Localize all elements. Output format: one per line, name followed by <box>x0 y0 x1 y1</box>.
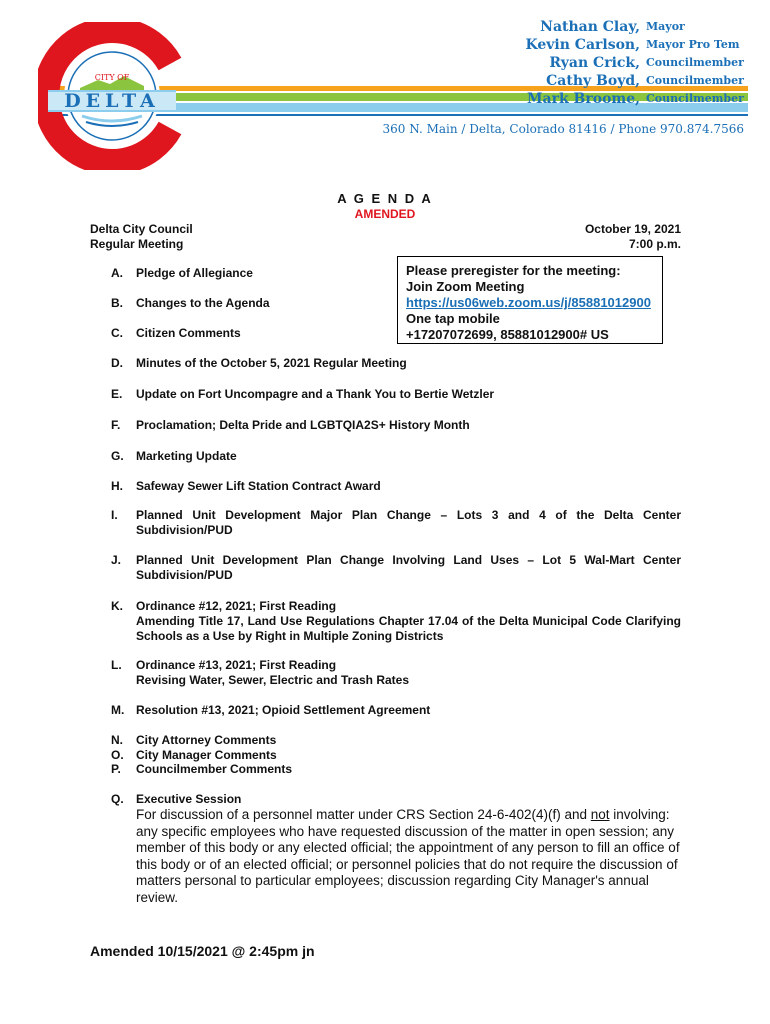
council-member-title: Councilmember <box>646 56 744 69</box>
item-letter: O. <box>111 748 124 762</box>
agenda-item-g <box>111 449 681 464</box>
agenda-item-a <box>111 266 381 281</box>
city-logo <box>38 22 186 170</box>
item-letter: D. <box>111 356 123 370</box>
item-text: City Attorney Comments <box>136 733 277 747</box>
council-member-name: Kevin Carlson, <box>525 37 640 53</box>
exec-desc-after: involving: any specific employees who have requested discussion of the matter in open session; any member of this body or any elected official; the appointment of any person to fill an office of this body or of an elected official; or personnel policies that do not require the discussion of matters personal to particular employees; discussion regarding City Manager's annual review. <box>136 807 680 905</box>
executive-session-description <box>136 807 681 906</box>
zoom-info-box <box>397 256 663 344</box>
council-member <box>520 18 760 36</box>
agenda-item-h <box>111 479 681 494</box>
zoom-meeting-link[interactable]: https://us06web.zoom.us/j/85881012900 <box>406 295 651 310</box>
zoom-phone: +17207072699, 85881012900# US <box>406 327 609 342</box>
agenda-item-f <box>111 418 681 433</box>
item-text: Proclamation; Delta Pride and LGBTQIA2S+ History Month <box>136 418 470 432</box>
item-subtext: Amending Title 17, Land Use Regulations Chapter 17.04 of the Delta Municipal Code Clarifying Schools as a Use by Right in Multiple Zoning Districts <box>136 614 681 643</box>
item-text: Planned Unit Development Major Plan Change – Lots 3 and 4 of the Delta Center Subdivision/PUD <box>136 508 681 537</box>
council-member-list <box>520 18 760 108</box>
item-letter: Q. <box>111 792 124 806</box>
item-letter: G. <box>111 449 124 463</box>
agenda-item-b <box>111 296 381 311</box>
agenda-item-n <box>111 733 681 748</box>
agenda-item-q <box>111 792 681 906</box>
item-letter: M. <box>111 703 125 717</box>
meeting-time: 7:00 p.m. <box>628 237 681 251</box>
item-letter: A. <box>111 266 123 280</box>
item-text: Marketing Update <box>136 449 237 463</box>
meeting-type: Regular Meeting <box>90 237 184 251</box>
item-letter: C. <box>111 326 123 340</box>
meeting-date: October 19, 2021 <box>584 222 681 236</box>
council-member-name: Ryan Crick, <box>549 55 640 71</box>
agenda-item-c <box>111 326 381 341</box>
agenda-item-m <box>111 703 681 718</box>
zoom-join: Join Zoom Meeting <box>406 279 525 294</box>
zoom-one-tap: One tap mobile <box>406 311 500 326</box>
logo-name: DELTA <box>64 90 160 112</box>
council-member-name: Nathan Clay, <box>540 19 640 35</box>
item-letter: L. <box>111 658 122 672</box>
agenda-item-j <box>111 553 681 583</box>
item-letter: P. <box>111 762 121 776</box>
zoom-preregister: Please preregister for the meeting: <box>406 263 621 278</box>
council-member-title: Mayor Pro Tem <box>646 38 740 51</box>
amended-note: Amended 10/15/2021 @ 2:45pm jn <box>90 943 315 959</box>
council-member-title: Councilmember <box>646 74 744 87</box>
city-address: 360 N. Main / Delta, Colorado 81416 / Phone 970.874.7566 <box>382 122 744 136</box>
item-text: Planned Unit Development Plan Change Involving Land Uses – Lot 5 Wal-Mart Center Subdivision/PUD <box>136 553 681 582</box>
item-text: Safeway Sewer Lift Station Contract Award <box>136 479 381 493</box>
agenda-item-d <box>111 356 681 371</box>
item-letter: I. <box>111 508 118 522</box>
council-member <box>520 36 760 54</box>
item-text: Ordinance #12, 2021; First Reading <box>136 599 337 613</box>
agenda-item-i <box>111 508 681 538</box>
item-letter: H. <box>111 479 123 493</box>
agenda-item-p <box>111 762 681 777</box>
item-text: Councilmember Comments <box>136 762 293 776</box>
item-text: Update on Fort Uncompagre and a Thank You to Bertie Wetzler <box>136 387 495 401</box>
item-text: Pledge of Allegiance <box>136 266 253 280</box>
council-member <box>520 72 760 90</box>
agenda-item-e <box>111 387 681 402</box>
item-text: Minutes of the October 5, 2021 Regular Meeting <box>136 356 407 370</box>
item-text: Executive Session <box>136 792 242 806</box>
item-subtext: Revising Water, Sewer, Electric and Trash Rates <box>136 673 410 687</box>
council-member-name: Mark Broome, <box>527 91 640 107</box>
item-text: Changes to the Agenda <box>136 296 270 310</box>
item-letter: B. <box>111 296 123 310</box>
item-text: Resolution #13, 2021; Opioid Settlement Agreement <box>136 703 431 717</box>
agenda-item-o <box>111 748 681 763</box>
item-text: City Manager Comments <box>136 748 277 762</box>
item-text: Citizen Comments <box>136 326 241 340</box>
item-letter: J. <box>111 553 122 567</box>
item-letter: F. <box>111 418 121 432</box>
council-member <box>520 90 760 108</box>
logo-city-of: CITY OF <box>94 73 130 82</box>
agenda-title: A G E N D A <box>337 191 433 206</box>
item-letter: N. <box>111 733 123 747</box>
exec-desc-before: For discussion of a personnel matter under CRS Section 24-6-402(4)(f) and <box>136 807 591 822</box>
council-name: Delta City Council <box>90 222 193 236</box>
council-member-title: Councilmember <box>646 92 744 105</box>
exec-desc-underlined: not <box>590 807 610 822</box>
item-text: Ordinance #13, 2021; First Reading <box>136 658 337 672</box>
logo-est: EST. 1882 <box>94 140 130 148</box>
amended-label: AMENDED <box>354 207 416 221</box>
council-member-title: Mayor <box>646 20 685 33</box>
agenda-item-l <box>111 658 681 688</box>
council-member <box>520 54 760 72</box>
council-member-name: Cathy Boyd, <box>546 73 640 89</box>
item-letter: E. <box>111 387 123 401</box>
item-letter: K. <box>111 599 123 613</box>
agenda-item-k <box>111 599 681 644</box>
